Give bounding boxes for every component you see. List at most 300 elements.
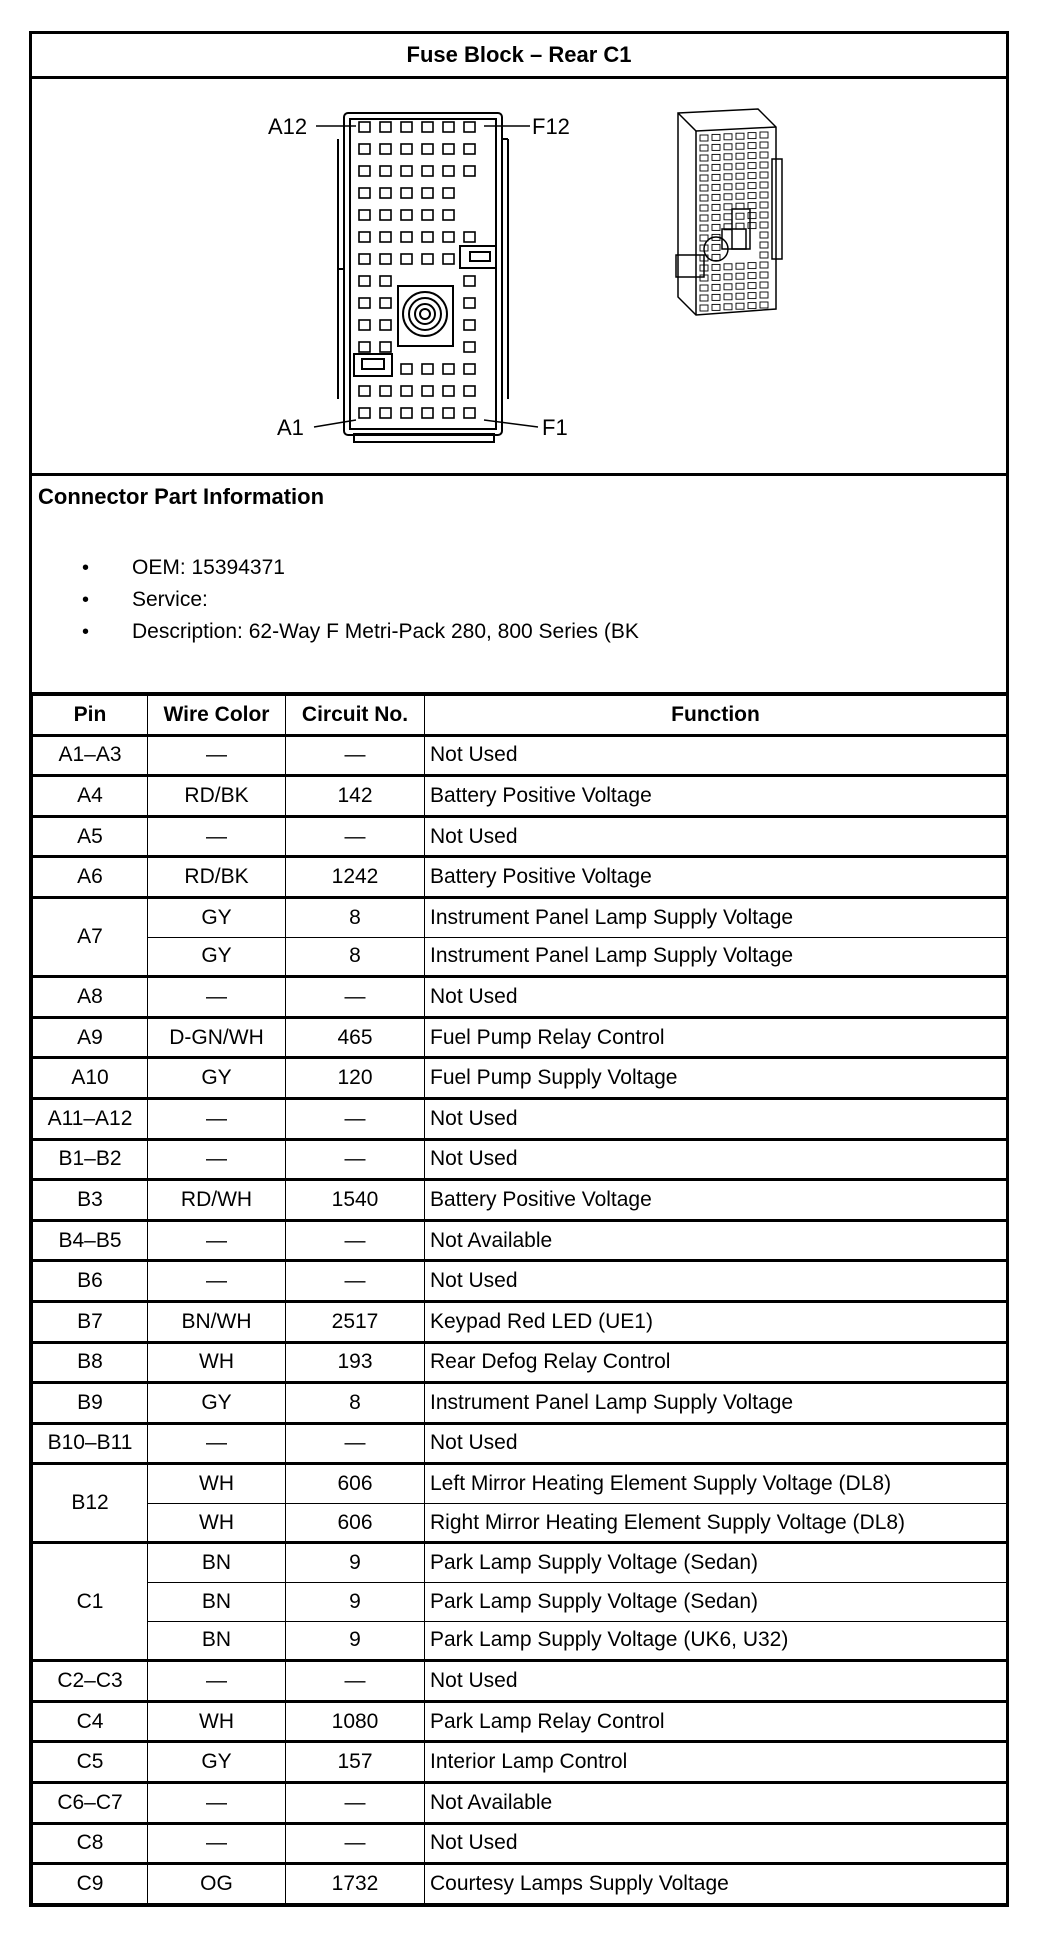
table-row [33,937,1007,977]
function-cell: Not Used [425,735,1007,776]
circuit-cell: — [286,816,425,857]
table-row [33,1098,1007,1139]
iso-cavity [760,222,768,228]
bullet: • [82,557,90,579]
connector-info-heading: Connector Part Information [38,484,325,509]
wire-color-cell: GY [148,897,286,937]
pinout-table [32,695,1007,1904]
page-title: Fuse Block – Rear C1 [32,34,1006,79]
pin-cavity [401,188,412,198]
iso-cavity [748,293,756,299]
circuit-cell: — [286,1220,425,1261]
pin-cavity [464,122,475,132]
pin-cavity [464,320,475,330]
iso-cavity [736,263,744,269]
circuit-cell: — [286,735,425,776]
function-cell: Not Available [425,1783,1007,1824]
pin-cavity [380,188,391,198]
pin-cell: B10–B11 [33,1423,148,1464]
iso-cavity [760,242,768,248]
wire-color-cell: RD/WH [148,1180,286,1221]
pin-cavity [464,232,475,242]
circuit-cell: 1080 [286,1701,425,1742]
table-row [33,776,1007,817]
pin-cavity [443,232,454,242]
iso-cavity [736,173,744,179]
pin-cavity [464,166,475,176]
pin-cell: A4 [33,776,148,817]
pin-cavity [464,298,475,308]
circuit-cell: 142 [286,776,425,817]
pin-cavity [359,144,370,154]
pin-cell: C8 [33,1823,148,1864]
pin-cavity [380,144,391,154]
iso-cavity [760,232,768,238]
iso-cavity [700,215,708,221]
pin-cavity [401,408,412,418]
iso-cavity [724,144,732,150]
iso-cavity [760,172,768,178]
pin-cavity [380,232,391,242]
wire-color-cell: RD/BK [148,857,286,898]
wire-color-cell: RD/BK [148,776,286,817]
iso-cavity [724,274,732,280]
iso-cavity [760,192,768,198]
function-cell: Not Used [425,1661,1007,1702]
iso-cavity [700,155,708,161]
bullet: • [82,589,90,611]
pin-cell: B4–B5 [33,1220,148,1261]
pin-cavity [422,386,433,396]
iso-cavity [748,173,756,179]
table-row [33,1180,1007,1221]
iso-cavity [748,263,756,269]
circuit-cell: 8 [286,897,425,937]
pin-cell: C9 [33,1864,148,1904]
wire-color-cell: OG [148,1864,286,1904]
pin-cavity [359,232,370,242]
circuit-cell: 1732 [286,1864,425,1904]
iso-cavity [760,132,768,138]
circuit-cell: 157 [286,1742,425,1783]
wire-color-cell: GY [148,937,286,977]
function-cell: Not Used [425,1423,1007,1464]
pin-cavity [359,320,370,330]
iso-cavity [712,184,720,190]
pin-cavity [380,298,391,308]
pin-cavity [359,342,370,352]
table-row [33,857,1007,898]
iso-cavity [760,282,768,288]
function-cell: Not Used [425,977,1007,1018]
pin-cavity [359,188,370,198]
table-row [33,1503,1007,1543]
pin-cell: C5 [33,1742,148,1783]
table-row [33,1783,1007,1824]
circuit-cell: — [286,1098,425,1139]
iso-cavity [736,153,744,159]
function-cell: Park Lamp Relay Control [425,1701,1007,1742]
function-cell: Not Available [425,1220,1007,1261]
iso-cavity [760,152,768,158]
header-circuit-no: Circuit No. [286,696,425,736]
wire-color-cell: — [148,1098,286,1139]
iso-cavity [700,235,708,241]
iso-cavity [724,264,732,270]
iso-cavity [700,145,708,151]
function-cell: Rear Defog Relay Control [425,1342,1007,1383]
iso-cavity [712,134,720,140]
pin-cell: B3 [33,1180,148,1221]
pin-cell: A9 [33,1017,148,1058]
wire-color-cell: — [148,1220,286,1261]
wire-color-cell: — [148,1139,286,1180]
pin-cavity [422,166,433,176]
pin-cell: A8 [33,977,148,1018]
iso-cavity [712,144,720,150]
iso-cavity [736,293,744,299]
wire-color-cell: BN [148,1543,286,1583]
pin-label-a1: A1 [277,415,304,440]
pin-cavity [380,210,391,220]
pin-label-a12: A12 [268,114,308,139]
table-row [33,1261,1007,1302]
iso-cavity [712,244,720,250]
iso-cavity [748,283,756,289]
pin-cell: A5 [33,816,148,857]
pin-cell: C1 [33,1543,148,1661]
iso-cavity [700,135,708,141]
pin-cavity [380,386,391,396]
pin-cavity [443,364,454,374]
pin-cavity [359,166,370,176]
wire-color-cell: BN [148,1621,286,1661]
iso-cavity [724,164,732,170]
circuit-cell: 2517 [286,1301,425,1342]
iso-cavity [724,204,732,210]
function-cell: Instrument Panel Lamp Supply Voltage [425,897,1007,937]
pin-cavity [380,342,391,352]
iso-cavity [724,284,732,290]
iso-cavity [748,143,756,149]
wire-color-cell: WH [148,1464,286,1504]
pin-cavity [443,254,454,264]
pin-cavity [464,276,475,286]
wire-color-cell: — [148,977,286,1018]
iso-cavity [724,214,732,220]
circuit-cell: 606 [286,1503,425,1543]
header-pin: Pin [33,696,148,736]
function-cell: Not Used [425,1098,1007,1139]
pin-cavity [359,386,370,396]
pin-label-f12: F12 [532,114,570,139]
wire-color-cell: — [148,1783,286,1824]
pin-cavity [401,144,412,154]
table-row [33,1583,1007,1622]
circuit-cell: 465 [286,1017,425,1058]
pin-cavity [422,144,433,154]
connector-info-list [82,552,639,648]
function-cell: Park Lamp Supply Voltage (Sedan) [425,1543,1007,1583]
pin-cavity [401,122,412,132]
header-wire-color: Wire Color [148,696,286,736]
table-row [33,1543,1007,1583]
function-cell: Courtesy Lamps Supply Voltage [425,1864,1007,1904]
iso-cavity [712,294,720,300]
pin-cavity [359,210,370,220]
circuit-cell: — [286,1139,425,1180]
pin-cavity [401,364,412,374]
iso-cavity [760,182,768,188]
iso-cavity [748,193,756,199]
wire-color-cell: — [148,1823,286,1864]
function-cell: Instrument Panel Lamp Supply Voltage [425,1383,1007,1424]
pin-cell: C4 [33,1701,148,1742]
wire-color-cell: GY [148,1742,286,1783]
info-oem: • OEM: 15394371 [82,552,639,584]
function-cell: Keypad Red LED (UE1) [425,1301,1007,1342]
iso-cavity [712,164,720,170]
iso-cavity [748,183,756,189]
info-description: • Description: 62-Way F Metri-Pack 280, 800 Series (BK [82,616,639,648]
pin-cavity [464,386,475,396]
iso-cavity [760,142,768,148]
iso-cavity [712,264,720,270]
pin-cell: B7 [33,1301,148,1342]
wire-color-cell: WH [148,1503,286,1543]
iso-cavity [724,154,732,160]
pin-cell: B1–B2 [33,1139,148,1180]
wire-color-cell: WH [148,1342,286,1383]
iso-cavity [700,225,708,231]
pin-cavity [464,408,475,418]
pin-cavity [380,320,391,330]
iso-cavity [736,213,744,219]
table-row [33,1423,1007,1464]
function-cell: Not Used [425,1261,1007,1302]
pin-cavity [422,122,433,132]
iso-cavity [712,284,720,290]
pin-cavity [422,408,433,418]
pin-label-f1: F1 [542,415,568,440]
wire-color-cell: GY [148,1383,286,1424]
info-service: • Service: [82,584,639,616]
table-row [33,1864,1007,1904]
pin-cavity [443,386,454,396]
circuit-cell: 193 [286,1342,425,1383]
pin-cell: A7 [33,897,148,976]
iso-cavity [724,294,732,300]
circuit-cell: 120 [286,1058,425,1099]
iso-cavity [760,302,768,308]
function-cell: Not Used [425,1823,1007,1864]
iso-cavity [748,223,756,229]
circuit-cell: 9 [286,1583,425,1622]
wire-color-cell: GY [148,1058,286,1099]
pin-cell: A10 [33,1058,148,1099]
circuit-cell: — [286,1261,425,1302]
iso-cavity [748,163,756,169]
pin-cavity [422,232,433,242]
pin-cell: B6 [33,1261,148,1302]
iso-cavity [736,283,744,289]
function-cell: Not Used [425,1139,1007,1180]
iso-cavity [760,252,768,258]
table-row [33,1661,1007,1702]
pin-cell: C6–C7 [33,1783,148,1824]
iso-cavity [760,202,768,208]
iso-cavity [760,292,768,298]
pin-cell: B12 [33,1464,148,1543]
function-cell: Fuel Pump Supply Voltage [425,1058,1007,1099]
iso-cavity [700,165,708,171]
iso-cavity [748,153,756,159]
pin-cavity [443,408,454,418]
wire-color-cell: — [148,1661,286,1702]
iso-cavity [736,133,744,139]
iso-cavity [724,134,732,140]
iso-cavity [700,205,708,211]
connector-part-information [32,476,1006,695]
wire-color-cell: BN [148,1583,286,1622]
function-cell: Interior Lamp Control [425,1742,1007,1783]
function-cell: Battery Positive Voltage [425,857,1007,898]
pin-cavity [401,210,412,220]
iso-cavity [760,262,768,268]
circuit-cell: 8 [286,937,425,977]
connector-figure [32,79,1006,476]
iso-cavity [700,285,708,291]
pin-cavity [401,386,412,396]
table-row [33,1058,1007,1099]
function-cell: Fuel Pump Relay Control [425,1017,1007,1058]
circuit-cell: — [286,1423,425,1464]
iso-cavity [760,212,768,218]
pin-cavity [443,188,454,198]
circuit-cell: 606 [286,1464,425,1504]
iso-cavity [736,273,744,279]
table-row [33,735,1007,776]
table-row [33,1621,1007,1661]
pin-cavity [443,144,454,154]
pin-cavity [380,254,391,264]
iso-cavity [700,175,708,181]
iso-cavity [736,183,744,189]
wire-color-cell: — [148,735,286,776]
table-row [33,1342,1007,1383]
iso-cavity [700,295,708,301]
function-cell: Battery Positive Voltage [425,776,1007,817]
iso-cavity [712,204,720,210]
iso-cavity [748,203,756,209]
circuit-cell: 8 [286,1383,425,1424]
iso-cavity [712,224,720,230]
iso-cavity [736,163,744,169]
iso-cavity [712,214,720,220]
pin-cavity [422,364,433,374]
iso-cavity [712,304,720,310]
function-cell: Park Lamp Supply Voltage (UK6, U32) [425,1621,1007,1661]
table-row [33,1464,1007,1504]
pin-cell: B9 [33,1383,148,1424]
table-row [33,1701,1007,1742]
table-row [33,1220,1007,1261]
iso-cavity [748,133,756,139]
iso-cavity [712,174,720,180]
iso-cavity [712,154,720,160]
iso-cavity [736,303,744,309]
pin-cavity [380,122,391,132]
iso-cavity [700,195,708,201]
table-row [33,816,1007,857]
pin-cavity [380,276,391,286]
iso-cavity [700,185,708,191]
pin-cell: A1–A3 [33,735,148,776]
table-row [33,1301,1007,1342]
table-row [33,977,1007,1018]
table-row [33,1742,1007,1783]
pin-cavity [359,298,370,308]
bullet: • [82,621,90,643]
wire-color-cell: D-GN/WH [148,1017,286,1058]
pin-cavity [401,254,412,264]
iso-cavity [712,274,720,280]
pin-cavity [359,408,370,418]
wire-color-cell: BN/WH [148,1301,286,1342]
header-function: Function [425,696,1007,736]
circuit-cell: 9 [286,1543,425,1583]
circuit-cell: 9 [286,1621,425,1661]
pin-cavity [422,188,433,198]
connector-face-diagram [32,79,1006,473]
wire-color-cell: — [148,1261,286,1302]
pin-cavity [380,166,391,176]
iso-cavity [724,304,732,310]
table-row [33,1139,1007,1180]
iso-cavity [748,213,756,219]
pin-cavity [443,122,454,132]
iso-cavity [724,184,732,190]
circuit-cell: — [286,1783,425,1824]
iso-cavity [712,194,720,200]
pin-cavity [359,276,370,286]
iso-cavity [736,193,744,199]
function-cell: Instrument Panel Lamp Supply Voltage [425,937,1007,977]
circuit-cell: 1540 [286,1180,425,1221]
iso-cavity [700,305,708,311]
function-cell: Right Mirror Heating Element Supply Voltage (DL8) [425,1503,1007,1543]
pin-cavity [359,122,370,132]
pin-cell: A6 [33,857,148,898]
circuit-cell: — [286,977,425,1018]
pin-cell: B8 [33,1342,148,1383]
pin-cell: C2–C3 [33,1661,148,1702]
iso-cavity [724,174,732,180]
iso-cavity [736,143,744,149]
pin-cavity [359,254,370,264]
iso-cavity [760,272,768,278]
pin-cavity [401,166,412,176]
pin-cavity [422,210,433,220]
iso-cavity [760,162,768,168]
table-row [33,1017,1007,1058]
wire-color-cell: — [148,1423,286,1464]
pin-cavity [443,166,454,176]
circuit-cell: — [286,1661,425,1702]
function-cell: Not Used [425,816,1007,857]
function-cell: Battery Positive Voltage [425,1180,1007,1221]
pin-cavity [464,342,475,352]
